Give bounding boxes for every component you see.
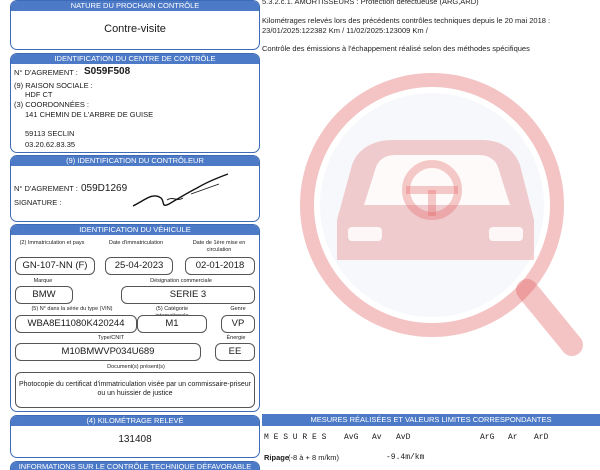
docs-field: Photocopie du certificat d'immatriculation visée par un commissaire-priseur ou un huissier de justice <box>15 372 255 408</box>
controller-agreement-label: N° D'AGREMENT : <box>14 184 78 193</box>
km-history-line2: 23/01/2025:122382 Km / 11/02/2025:123009 Km / <box>262 26 428 35</box>
defect-line: 5.3.2.c.1. AMORTISSEURS : Protection défectueuse (ARG,ARD) <box>262 0 479 6</box>
controller-box <box>10 155 260 222</box>
ripage-value: -9.4m/km <box>386 453 425 462</box>
ripage-row <box>264 453 600 465</box>
vehicle-header: IDENTIFICATION DU VÉHICULE <box>11 225 259 235</box>
type-caption: Type/CNIT <box>97 335 125 341</box>
centre-header: IDENTIFICATION DU CENTRE DE CONTRÔLE <box>11 54 259 64</box>
model-caption: Désignation commerciale <box>150 278 212 284</box>
category-field: M1 <box>137 315 207 333</box>
next-control-value: Contre-visite <box>104 23 166 35</box>
controller-agreement-value: 059D1269 <box>81 183 128 194</box>
genre-field: VP <box>221 315 255 333</box>
make-caption: Marque <box>33 278 53 284</box>
plate-caption: (2) Immatriculation et pays <box>19 240 85 246</box>
right-column <box>262 0 600 470</box>
circ-date-field: 02-01-2018 <box>185 257 255 275</box>
measures-col-arg: ArG <box>480 433 495 442</box>
left-column <box>10 0 260 470</box>
centre-name-label: (9) RAISON SOCIALE : <box>14 81 93 90</box>
measures-col-av: Av <box>372 433 382 442</box>
measures-col-ard: ArD <box>534 433 549 442</box>
vin-field: WBA8E11080K420244 <box>15 315 137 333</box>
centre-agreement-label: N° D'AGREMENT : <box>14 68 78 77</box>
info-box <box>10 461 260 470</box>
info-header: INFORMATIONS SUR LE CONTRÔLE TECHNIQUE DÉFAVORABLE <box>11 462 259 470</box>
measures-label: M E S U R E S <box>264 433 327 442</box>
centre-address-line2: 59113 SECLIN <box>25 129 75 138</box>
controller-signature-label: SIGNATURE : <box>14 198 62 207</box>
vehicle-box <box>10 224 260 412</box>
mileage-header: (4) KILOMÉTRAGE RELEVÉ <box>11 416 259 426</box>
plate-field: GN-107-NN (F) <box>15 257 95 275</box>
emissions-note: Contrôle des émissions à l'échappement réalisé selon des méthodes spécifiques <box>262 44 530 53</box>
docs-caption: Document(s) présent(s) <box>107 364 165 370</box>
centre-box <box>10 53 260 153</box>
centre-contact-label: (3) COORDONNÉES : <box>14 100 90 109</box>
reg-date-field: 25-04-2023 <box>105 257 173 275</box>
vin-caption: (5) N° dans la série du type (VIN) <box>31 306 113 312</box>
genre-caption: Genre <box>230 306 246 312</box>
reg-date-caption: Date d'immatriculation <box>108 240 164 246</box>
measures-col-avd: AvD <box>396 433 411 442</box>
mileage-value: 131408 <box>118 434 152 445</box>
measures-columns-row <box>264 433 600 443</box>
next-control-header: NATURE DU PROCHAIN CONTRÔLE <box>11 1 259 11</box>
mileage-box <box>10 415 260 458</box>
ripage-limits: (-8 à + 8 m/km) <box>288 453 340 462</box>
type-field: M10BMWVP034U689 <box>15 343 201 361</box>
category-caption: (5) Catégorie <box>155 306 189 312</box>
measures-header: MESURES RÉALISÉES ET VALEURS LIMITES CORRESPONDANTES <box>262 414 600 426</box>
magnifier-car-watermark <box>282 55 592 385</box>
measures-col-avg: AvG <box>344 433 359 442</box>
circ-date-caption: Date de 1ère mise en circulation <box>192 240 246 253</box>
centre-name-value: HDF CT <box>25 90 53 99</box>
energy-caption: Énergie <box>226 335 246 341</box>
model-field: SERIE 3 <box>121 286 255 304</box>
ripage-label: Ripage <box>264 453 290 462</box>
signature-image <box>131 170 231 212</box>
centre-phone: 03.20.62.83.35 <box>25 140 76 149</box>
controller-header: (9) IDENTIFICATION DU CONTRÔLEUR <box>11 156 259 166</box>
centre-agreement-value: S059F508 <box>84 66 131 77</box>
centre-address-line1: 141 CHEMIN DE L'ARBRE DE GUISE <box>25 110 154 119</box>
km-history-line1: Kilométrages relevés lors des précédents contrôles techniques depuis le 20 mai 2018 : <box>262 16 551 25</box>
make-field: BMW <box>15 286 73 304</box>
measures-col-ar: Ar <box>508 433 518 442</box>
energy-field: EE <box>215 343 255 361</box>
next-control-box <box>10 0 260 50</box>
